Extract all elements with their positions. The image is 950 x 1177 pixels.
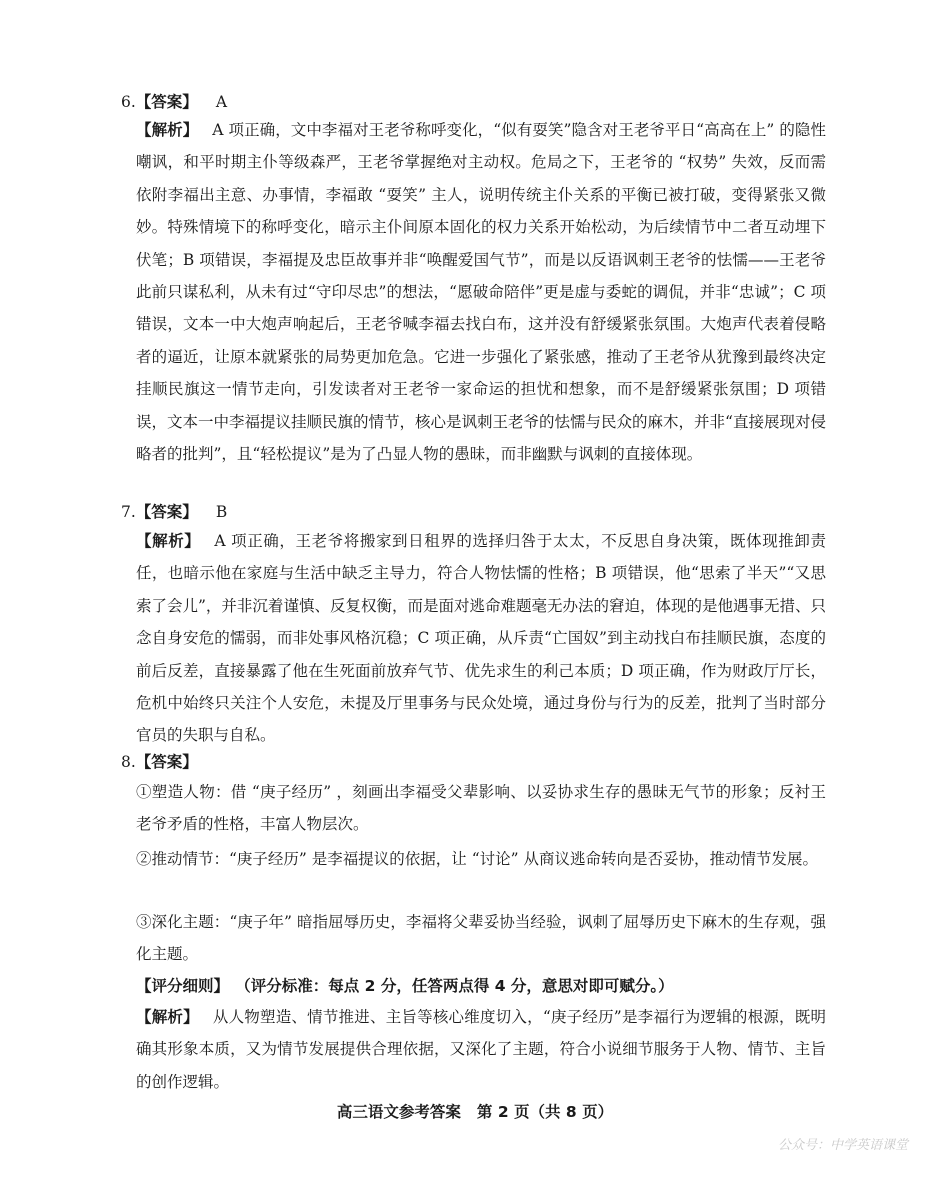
q8-point-1: [136, 776, 826, 841]
q8-scoring-text: （评分标准：每点 2 分，任答两点得 4 分，意思对即可赋分。）: [243, 977, 674, 995]
q8-number: 8.: [121, 753, 136, 771]
q7-analysis-label: 【解析】: [136, 532, 201, 550]
q8-analysis-label: 【解析】: [136, 1008, 199, 1026]
q6-analysis: [136, 114, 826, 470]
q8-answer-line: [121, 752, 831, 772]
q7-analysis: [136, 525, 826, 752]
q7-answer: B: [215, 503, 228, 521]
watermark: 公众号：中学英语课堂: [777, 1138, 908, 1153]
q7-analysis-text: A 项正确，王老爷将搬家到日租界的选择归咎于太太，不反思自身决策，既体现推卸责任，也暗示他在家庭与生活中缺乏主导力，符合人物怯懦的性格；B 项错误，他“思索了半天”“又思索了会儿”，并非沉着谨慎、反复权衡，而是面对逃命难题毫无办法的窘迫，体现的是他遇事无措、只念自身安危的懦弱，而非处事风格沉稳；C 项正确，从斥责“亡国奴”到主动找白布挂顺民旗，态度的前后反差，直接暴露了他在生死面前放弃气节、优先求生的利己本质；D 项正确，作为财政厅厅长，危机中始终只关注个人安危，未提及厅里事务与民众处境，通过身份与行为的反差，批判了当时部分官员的失职与自私。: [136, 532, 826, 745]
q7-answer-label: 【答案】: [135, 503, 198, 521]
q8-point-3: [136, 906, 826, 971]
q8-scoring-label: 【评分细则】: [136, 977, 230, 995]
q8-answer-label: 【答案】: [135, 753, 198, 771]
q8-analysis-text: 从人物塑造、情节推进、主旨等核心维度切入，“庚子经历”是李福行为逻辑的根源，既明确其形象本质，又为情节发展提供合理依据，又深化了主题，符合小说细节服务于人物、情节、主旨的创作逻辑。: [136, 1008, 826, 1091]
q8-point-2: [136, 843, 826, 875]
q6-analysis-label: 【解析】: [136, 121, 199, 139]
q6-number: 6.: [121, 93, 136, 111]
footer-title: 高三语文参考答案: [336, 1103, 461, 1121]
q8-scoring: [136, 970, 826, 1002]
q6-analysis-text: A 项正确，文中李福对王老爷称呼变化，“似有耍笑”隐含对王老爷平日“高高在上” 的隐性嘲讽，和平时期主仆等级森严，王老爷掌握绝对主动权。危局之下，王老爷的 “权势” 失效，反而需依附李福出主意、办事情，李福敢 “耍笑” 主人，说明传统主仆关系的平衡已被打破，变得紧张又微妙。特殊情境下的称呼变化，暗示主仆间原本固化的权力关系开始松动，为后续情节中二者互动埋下伏笔；B 项错误，李福提及忠臣故事并非“唤醒爱国气节”，而是以反语讽刺王老爷的怯懦——王老爷此前只谋私利，从未有过“守印尽忠”的想法，“愿破命陪伴”更是虚与委蛇的调侃，并非“忠诚”；C 项错误，文本一中大炮声响起后，王老爷喊李福去找白布，这并没有舒缓紧张氛围。大炮声代表着侵略者的逼近，让原本就紧张的局势更加危急。它进一步强化了紧张感，推动了王老爷从犹豫到最终决定挂顺民旗这一情节走向，引发读者对王老爷一家命运的担忧和想象，而不是舒缓紧张氛围；D 项错误，文本一中李福提议挂顺民旗的情节，核心是讽刺王老爷的怯懦与民众的麻木，并非“直接展现对侵略者的批判”，且“轻松提议”是为了凸显人物的愚昧，而非幽默与讽刺的直接体现。: [136, 121, 826, 464]
q8-point-3-text: ③深化主题：“庚子年” 暗指屈辱历史，李福将父辈妥协当经验，讽刺了屈辱历史下麻木的生存观，强化主题。: [136, 913, 826, 964]
page-footer: [0, 1100, 950, 1122]
q6-answer-label: 【答案】: [135, 93, 198, 111]
q7-answer-line: [121, 502, 831, 522]
q7-number: 7.: [121, 503, 136, 521]
q8-point-2-text: ②推动情节：“庚子经历” 是李福提议的依据，让 “讨论” 从商议逃命转向是否妥协，推动情节发展。: [136, 850, 818, 868]
q8-point-1-text: ①塑造人物：借 “庚子经历” ，刻画出李福受父辈影响、以妥协求生存的愚昧无气节的形象；反衬王老爷矛盾的性格，丰富人物层次。: [136, 783, 826, 834]
q8-analysis: [136, 1001, 826, 1098]
footer-page-number: 第 2 页（共 8 页）: [476, 1103, 614, 1121]
q6-answer-line: [121, 92, 831, 112]
q6-answer: A: [215, 93, 228, 111]
